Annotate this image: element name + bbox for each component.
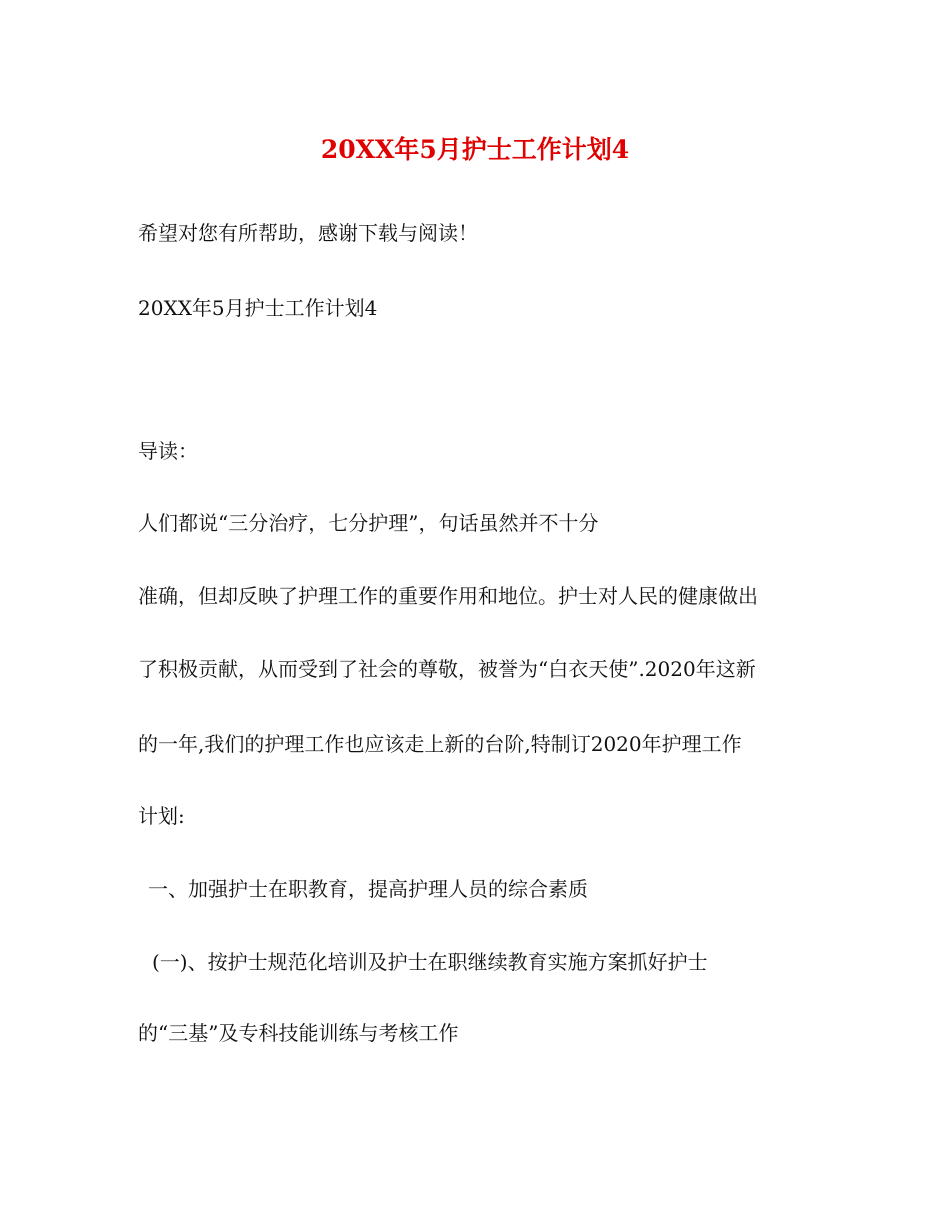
intro-line: 希望对您有所帮助，感谢下载与阅读！ bbox=[138, 221, 478, 245]
body-line-2: 准确，但却反映了护理工作的重要作用和地位。护士对人民的健康做出 bbox=[138, 584, 758, 608]
body-line-4: 的一年,我们的护理工作也应该走上新的台阶,特制订2020年护理工作 bbox=[138, 732, 742, 756]
section-heading-1: 一、加强护士在职教育，提高护理人员的综合素质 bbox=[148, 877, 588, 901]
subsection-continuation: 的“三基”及专科技能训练与考核工作 bbox=[138, 1021, 459, 1045]
body-line-3: 了积极贡献，从而受到了社会的尊敬，被誉为“白衣天使”.2020年这新 bbox=[138, 657, 756, 681]
subtitle-line: 20XX年5月护士工作计划4 bbox=[138, 296, 378, 320]
document-title: 20XX年5月护士工作计划4 bbox=[320, 135, 630, 164]
body-line-1: 人们都说“三分治疗，七分护理”，句话虽然并不十分 bbox=[138, 511, 599, 535]
body-line-5: 计划: bbox=[138, 804, 185, 828]
guide-heading: 导读： bbox=[138, 439, 198, 463]
subsection-heading-1: (一)、按护士规范化培训及护士在职继续教育实施方案抓好护士 bbox=[152, 950, 708, 974]
